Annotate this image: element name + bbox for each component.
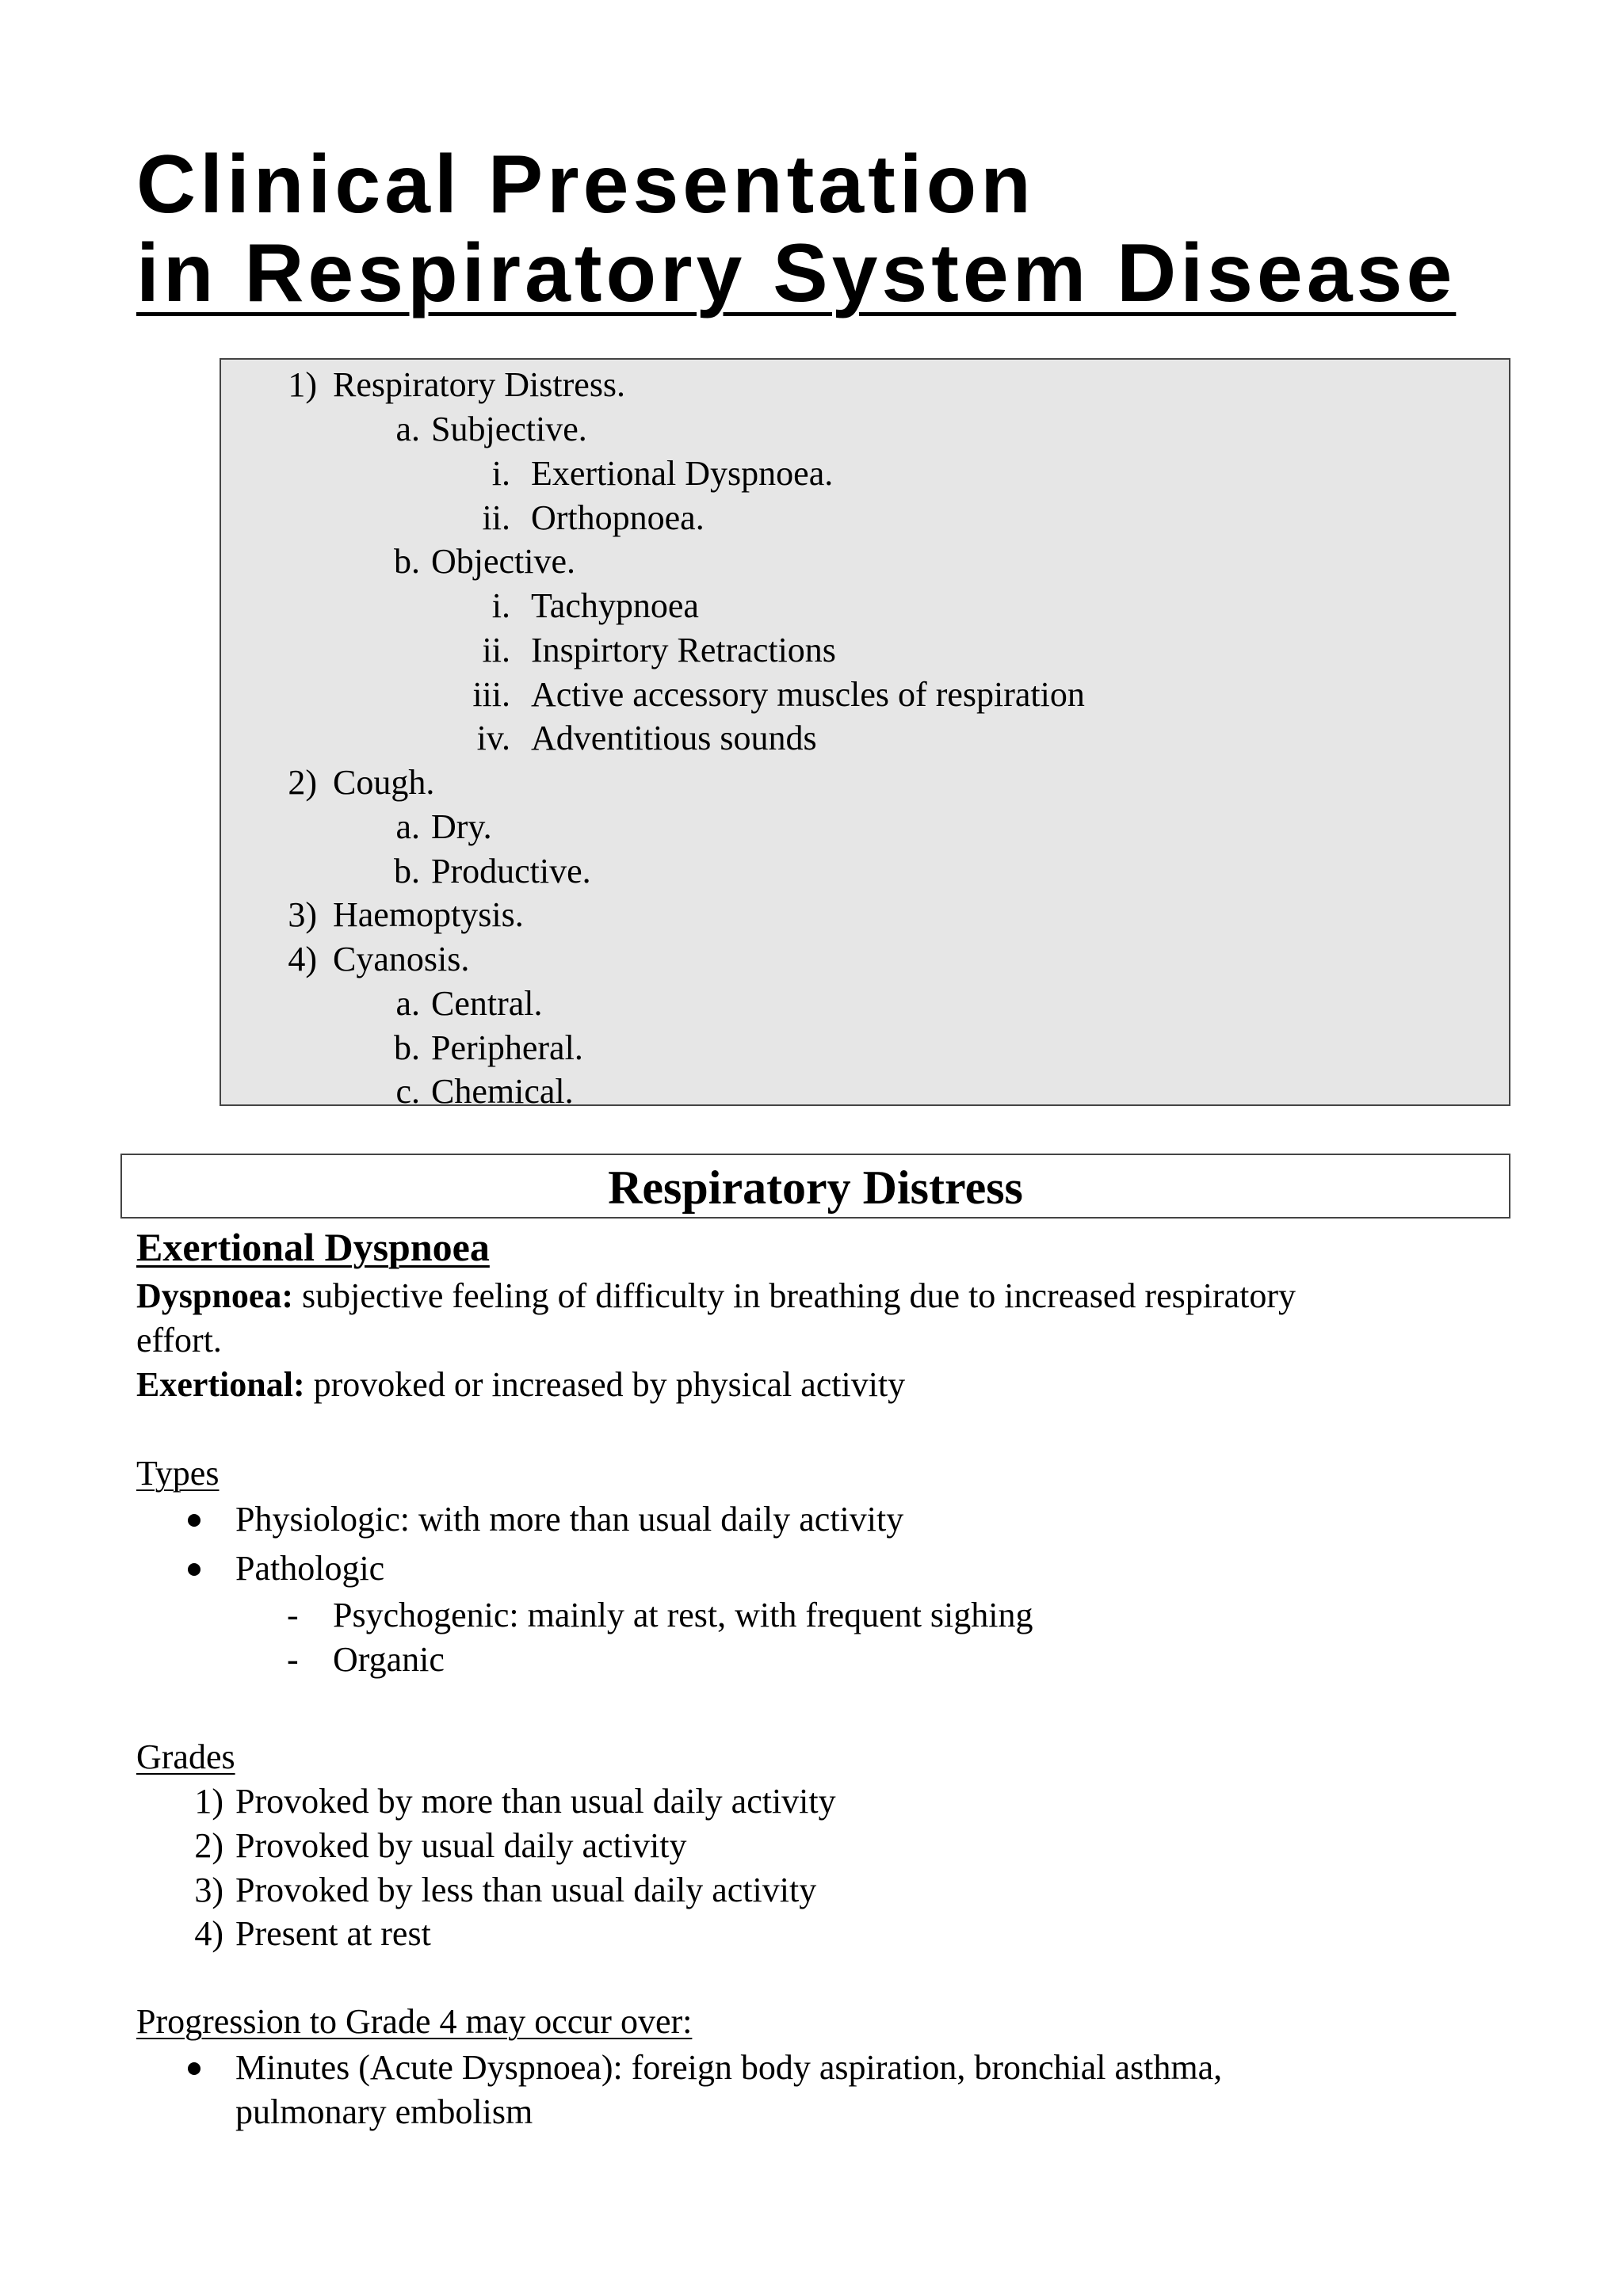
- outline-item: Adventitious sounds: [531, 719, 817, 757]
- outline-marker: a.: [395, 410, 420, 448]
- outline-item: Dry.: [431, 807, 492, 846]
- definition-text: subjective feeling of difficulty in breathing due to increased respiratory: [302, 1276, 1296, 1315]
- outline-item: Orthopnoea.: [531, 498, 705, 537]
- outline-item: Inspirtory Retractions: [531, 631, 836, 669]
- outline-marker: 2): [288, 763, 317, 802]
- outline-item: Haemoptysis.: [333, 895, 524, 934]
- outline-marker: iv.: [476, 719, 510, 757]
- outline-marker: b.: [394, 542, 420, 581]
- term-dyspnoea: Dyspnoea:: [136, 1276, 294, 1315]
- outline-item: Productive.: [431, 852, 591, 891]
- grade-marker: 1): [194, 1782, 223, 1821]
- outline-marker: 4): [288, 940, 317, 978]
- dash-marker: -: [287, 1640, 299, 1679]
- grade-marker: 2): [194, 1826, 223, 1865]
- outline-marker: 1): [288, 365, 317, 404]
- page-title-line-1: Clinical Presentation: [136, 139, 1035, 231]
- outline-marker: i.: [491, 586, 510, 625]
- outline-item: Respiratory Distress.: [333, 365, 626, 404]
- outline-marker: 3): [288, 895, 317, 934]
- outline-marker: b.: [394, 1028, 420, 1067]
- grade-item: Present at rest: [235, 1914, 431, 1953]
- outline-item: Subjective.: [431, 410, 587, 448]
- definition-text-continued: effort.: [136, 1321, 222, 1360]
- outline-item: Active accessory muscles of respiration: [531, 675, 1085, 714]
- definition-exertional: [136, 1363, 905, 1407]
- grade-item: Provoked by more than usual daily activity: [235, 1782, 836, 1821]
- list-item: Organic: [333, 1640, 445, 1679]
- list-item: Psychogenic: mainly at rest, with frequent sighing: [333, 1596, 1033, 1634]
- types-label: Types: [136, 1454, 220, 1493]
- dash-marker: -: [287, 1596, 299, 1634]
- grade-marker: 4): [194, 1914, 223, 1953]
- list-item: Physiologic: with more than usual daily activity: [235, 1500, 904, 1539]
- grades-label: Grades: [136, 1737, 235, 1776]
- outline-item: Cyanosis.: [333, 940, 470, 978]
- outline-item: Exertional Dyspnoea.: [531, 454, 834, 493]
- definition-text: provoked or increased by physical activity: [313, 1365, 906, 1404]
- outline-marker: iii.: [472, 675, 510, 714]
- outline-marker: a.: [395, 807, 420, 846]
- outline-marker: ii.: [482, 498, 510, 537]
- outline-item: Objective.: [431, 542, 576, 581]
- bullet-icon: [188, 2062, 200, 2075]
- section-heading: Respiratory Distress: [120, 1154, 1510, 1219]
- list-item: Pathologic: [235, 1549, 385, 1588]
- subsection-heading: Exertional Dyspnoea: [136, 1225, 490, 1269]
- grade-item: Provoked by less than usual daily activity: [235, 1871, 817, 1909]
- outline-marker: ii.: [482, 631, 510, 669]
- outline-marker: a.: [395, 984, 420, 1023]
- outline-item: Cough.: [333, 763, 435, 802]
- grade-item: Provoked by usual daily activity: [235, 1826, 687, 1865]
- outline-marker: i.: [491, 454, 510, 493]
- list-item: Minutes (Acute Dyspnoea): foreign body aspiration, bronchial asthma,: [235, 2048, 1223, 2087]
- term-exertional: Exertional:: [136, 1365, 305, 1404]
- page-title-line-2: in Respiratory System Disease: [136, 227, 1457, 319]
- outline-item: Chemical.: [431, 1072, 574, 1111]
- outline-item: Central.: [431, 984, 543, 1023]
- outline-item: Peripheral.: [431, 1028, 583, 1067]
- grade-marker: 3): [194, 1871, 223, 1909]
- progression-label: Progression to Grade 4 may occur over:: [136, 2002, 693, 2041]
- bullet-icon: [188, 1563, 200, 1576]
- outline-marker: c.: [395, 1072, 420, 1111]
- definition-dyspnoea: [136, 1274, 1296, 1318]
- outline-marker: b.: [394, 852, 420, 891]
- list-item-continued: pulmonary embolism: [235, 2092, 533, 2131]
- outline-item: Tachypnoea: [531, 586, 699, 625]
- bullet-icon: [188, 1514, 200, 1527]
